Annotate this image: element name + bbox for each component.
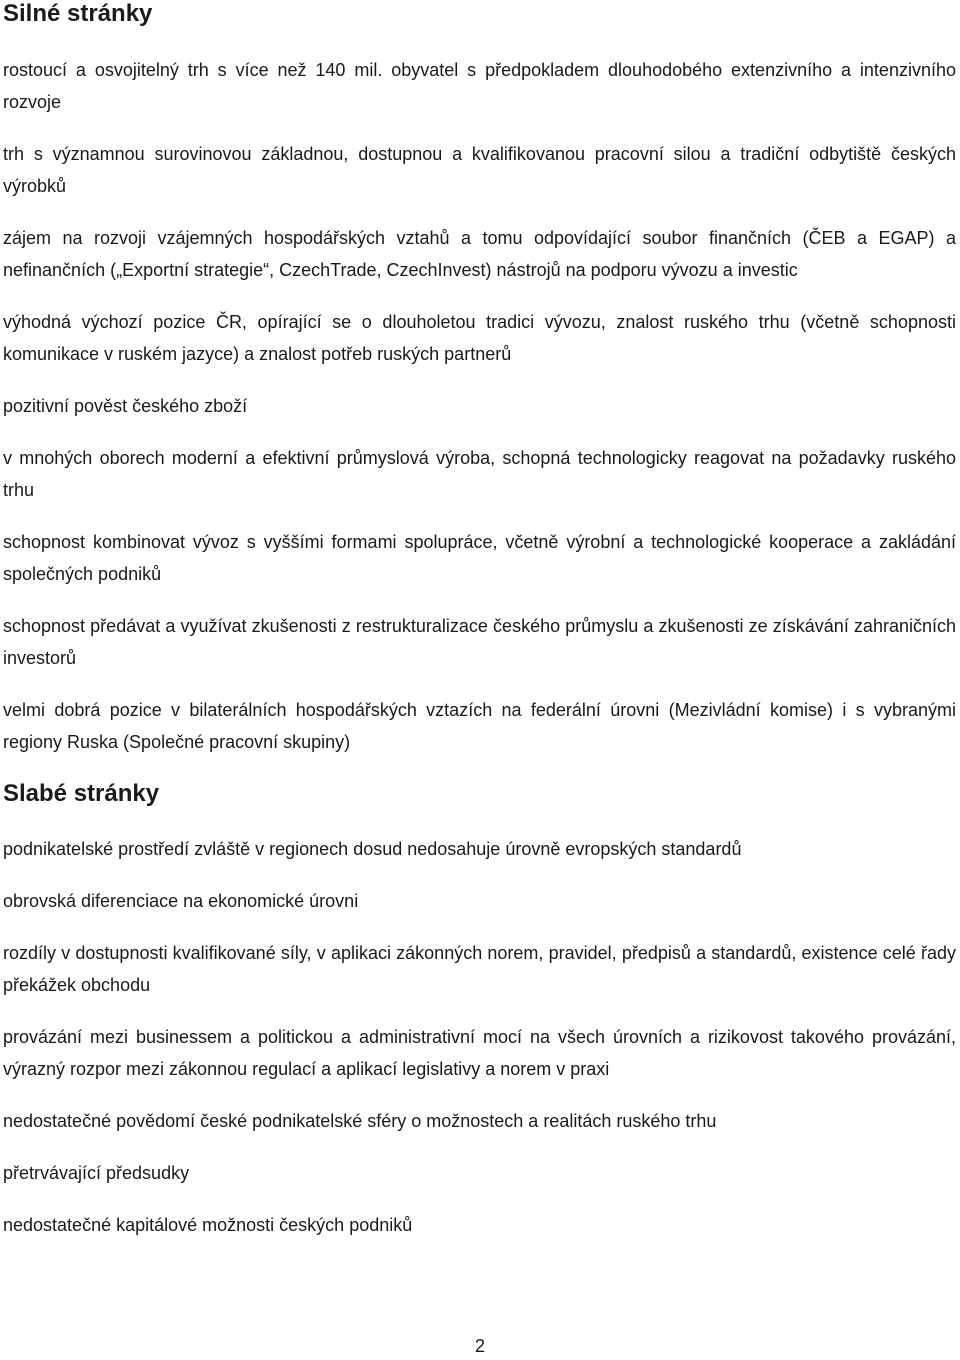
weakness-item: obrovská diferenciace na ekonomické úrovni	[3, 891, 359, 911]
strength-item: rostoucí a osvojitelný trh s více než 140 mil. obyvatel s předpokladem dlouhodobého extenzivního a intenzivního rozvoje	[3, 60, 956, 112]
page-number: 2	[474, 1336, 485, 1356]
strength-item: velmi dobrá pozice v bilaterálních hospodářských vztazích na federální úrovni (Mezivládní komise) i s vybranými regiony Ruska (Společné pracovní skupiny)	[3, 700, 956, 752]
weakness-item: přetrvávající předsudky	[3, 1163, 190, 1183]
strength-item: v mnohých oborech moderní a efektivní průmyslová výroba, schopná technologicky reagovat na požadavky ruského trhu	[3, 448, 956, 500]
strength-item: schopnost předávat a využívat zkušenosti z restrukturalizace českého průmyslu a zkušenosti ze získávání zahraničních investorů	[3, 616, 956, 668]
weaknesses-list	[3, 833, 956, 1261]
strength-item: pozitivní pověst českého zboží	[3, 396, 248, 416]
strength-item: zájem na rozvoji vzájemných hospodářských vztahů a tomu odpovídající soubor finančních (ČEB a EGAP) a nefinančních („Exportní strategie“, CzechTrade, CzechInvest) nástrojů na podporu vývozu a investic	[3, 228, 956, 280]
strength-item: schopnost kombinovat vývoz s vyššími formami spolupráce, včetně výrobní a technologické kooperace a zakládání společných podniků	[3, 532, 956, 584]
strength-item: trh s významnou surovinovou základnou, dostupnou a kvalifikovanou pracovní silou a tradiční odbytiště českých výrobků	[3, 144, 956, 196]
weaknesses-heading: Slabé stránky	[3, 780, 160, 807]
strength-item: výhodná výchozí pozice ČR, opírající se o dlouholetou tradici vývozu, znalost ruského trhu (včetně schopnosti komunikace v ruském jazyce) a znalost potřeb ruských partnerů	[3, 312, 956, 364]
strengths-list	[3, 54, 956, 778]
weakness-item: nedostatečné povědomí české podnikatelské sféry o možnostech a realitách ruského trhu	[3, 1111, 717, 1131]
strengths-heading: Silné stránky	[3, 0, 153, 27]
weakness-item: rozdíly v dostupnosti kvalifikované síly, v aplikaci zákonných norem, pravidel, předpisů a standardů, existence celé řady překážek obchodu	[3, 943, 956, 995]
weakness-item: provázání mezi businessem a politickou a administrativní mocí na všech úrovních a rizikovost takového provázání, výrazný rozpor mezi zákonnou regulací a aplikací legislativy a norem v praxi	[3, 1027, 956, 1079]
weakness-item: nedostatečné kapitálové možnosti českých podniků	[3, 1215, 413, 1235]
weakness-item: podnikatelské prostředí zvláště v regionech dosud nedosahuje úrovně evropských standardů	[3, 839, 742, 859]
